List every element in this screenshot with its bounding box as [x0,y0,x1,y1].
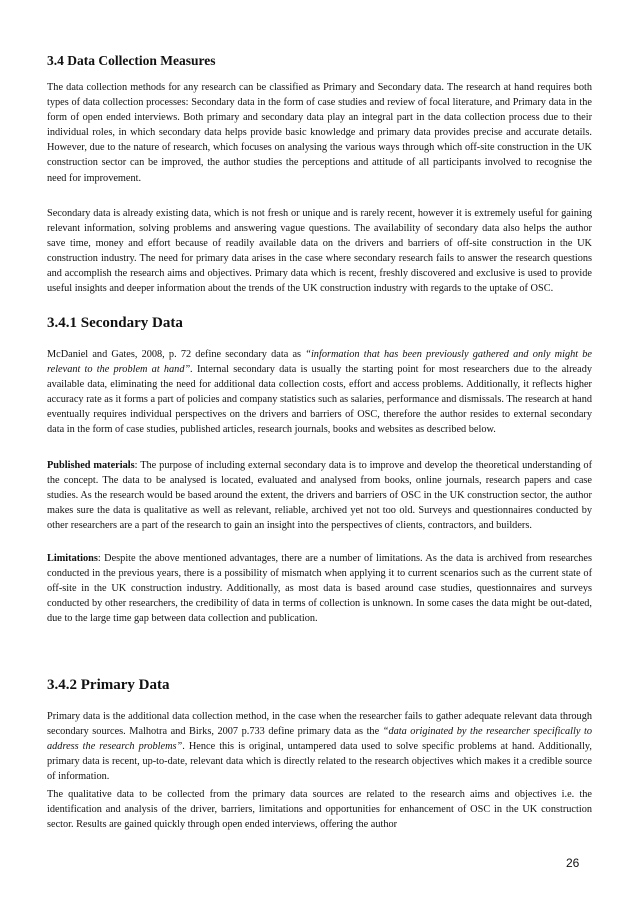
section-paragraph-2: Secondary data is already existing data, which is not fresh or unique and is rarely recent, however it is extremely useful for gaining relevant information, solving problems and answering vague questions. The availability of secondary data also helps the author save time, money and effort because of readily available data on the drivers and barriers of off-site construction in the UK construction industry. The need for primary data arises in the case where secondary research fails to answer the research questions and accomplish the research aims and objectives. Primary data which is recent, freshly discovered and exclusive is used to provide useful insights and deeper information about the trends of the UK construction industry with regards to the uptake of OSC. [47,208,592,295]
primary-definition-quote: “data originated by the researcher specifically to address the research problems” [47,726,593,753]
primary-paragraph-2: The qualitative data to be collected from the primary data sources are related to the research aims and objectives i.e. the identification and analysis of the driver, barriers, limitations and opportunities for enhancement of OSC in the UK construction sector. Results are gained quickly through open ended interviews, offering the author [47,789,592,831]
limitations-text: : Despite the above mentioned advantages, there are a number of limitations. As the data is archived from researches conducted in the previous years, there is a possibility of mismatch when applying it to current scenarios such as the current state of off-site in the UK construction industry. Additionally, as most data is based around case studies, questionnaires and surveys conducted by other researchers, the credibility of data in terms of collection is unknown. In some cases the data might be out-dated, due to the large time gap between data collection and publication. [47,553,592,625]
limitations-lead: Limitations [47,553,98,564]
published-materials-paragraph [47,458,592,533]
primary-data-heading: 3.4.2 Primary Data [47,677,170,693]
secondary-p1-continuation: Internal secondary data is usually the starting point for most researchers due to the already available data, eliminating the need for additional data collection costs, effort and access problems. Additionally, it reflects higher accuracy rate as it forms a part of policies and company statistics such as salaries, performance and dismissals. The research at hand eventually requires individual perspectives on the drivers and barriers of OSC, therefore the author resides to external secondary data in the form of case studies, published articles, research journals, books and websites as described below. [47,364,592,436]
secondary-paragraph-1 [47,347,592,438]
section-heading: 3.4 Data Collection Measures [47,53,216,68]
section-paragraph-1: The data collection methods for any research can be classified as Primary and Secondary data. The research at hand requires both types of data collection processes: Secondary data in the form of case studies and review of focal literature, and Primary data in the form of open ended interviews. Both primary and secondary data play an integral part in the data collection process due to their individual roles, in which secondary data helps provide basic knowledge and primary data provides precise and accurate details. However, due to the nature of research, which focuses on analysing the various ways through which off-site construction in the UK construction sector can be improved, the author studies the perceptions and attitude of all participants involved to recognise the need for improvement. [47,82,592,184]
primary-p1-text: Primary data is the additional data collection method, in the case when the researcher fails to gather adequate relevant data through secondary sources. Malhotra and Birks, 2007 p.733 define primary data as the [47,711,592,738]
secondary-data-heading: 3.4.1 Secondary Data [47,315,183,331]
page-number: 26 [566,856,580,870]
secondary-p1-text: McDaniel and Gates, 2008, p. 72 define secondary data as [47,349,306,360]
published-materials-text: : The purpose of including external secondary data is to improve and develop the theoretical understanding of the concept. The data to be analysed is located, evaluated and analysed from books, online journals, research papers and case studies. As the research would be based around the extent, the drivers and barriers of OSC in the UK construction sector, the author makes sure the data is qualitative as well as relevant, reliable, archived yet not too old. Surveys and questionnaires conducted by other researchers are a part of the research to gain an insight into the perspectives of clients, contractors, and builders. [47,460,592,532]
secondary-definition-quote: “information that has been previously gathered and only might be relevant to the problem at hand”. [47,349,593,376]
limitations-paragraph [47,551,592,626]
primary-p1-continuation: . Hence this is original, untampered data used to solve specific problems at hand. Additionally, primary data is recent, up-to-date, relevant data which is directly related to the research objectives which makes it a credible source of information. [47,741,592,783]
primary-paragraph-1 [47,709,592,784]
published-materials-lead: Published materials [47,460,135,471]
